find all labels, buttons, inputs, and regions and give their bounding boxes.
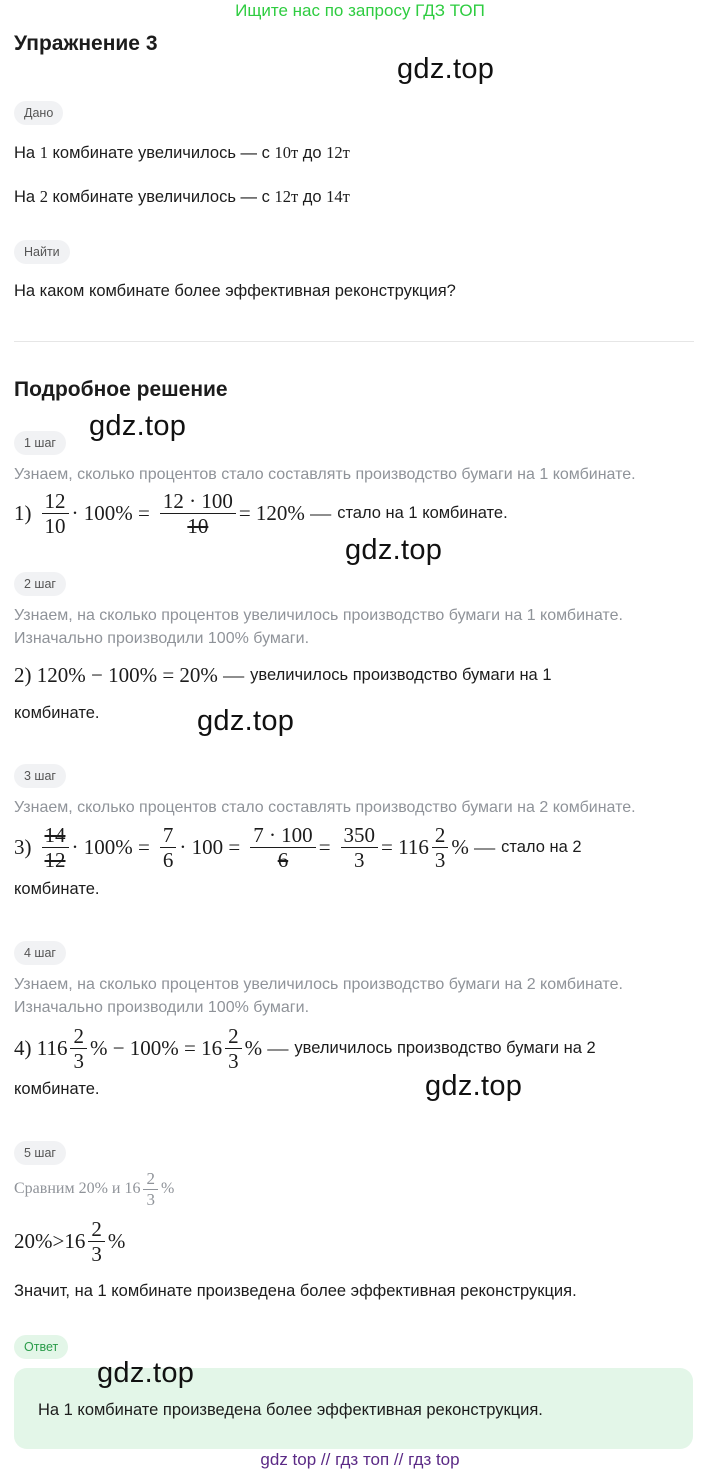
step-2-expression: 2) 120% − 100% = 20% — увеличилось производство бумаги на 1 — [14, 663, 552, 687]
step-1-note: Узнаем, сколько процентов стало составлять производство бумаги на 1 комбинате. — [14, 466, 636, 483]
step-4-continuation: комбинате. — [14, 1080, 100, 1098]
step-2-chip: 2 шаг — [14, 572, 66, 596]
search-banner: Ищите нас по запросу ГДЗ ТОП — [235, 1, 485, 20]
footer-links: gdz top // гдз топ // гдз top — [260, 1450, 460, 1469]
given-line-2: На 2 комбинате увеличилось — с 12т до 14т — [14, 187, 350, 206]
step-3-continuation: комбинате. — [14, 880, 100, 898]
step-2-note-2: Изначально производили 100% бумаги. — [14, 630, 310, 647]
step-3-note: Узнаем, сколько процентов стало составлять производство бумаги на 2 комбинате. — [14, 799, 636, 816]
step-4-note-1: Узнаем, на сколько процентов увеличилось производство бумаги на 2 комбинате. — [14, 976, 623, 993]
watermark: gdz.top — [89, 410, 187, 442]
find-question: На каком комбинате более эффективная реконструкция? — [14, 282, 456, 300]
step-2-note-1: Узнаем, на сколько процентов увеличилось производство бумаги на 1 комбинате. — [14, 607, 623, 624]
section-divider — [14, 341, 694, 342]
step-5-conclusion: Значит, на 1 комбинате произведена более эффективная реконструкция. — [14, 1282, 577, 1300]
step-5-comparison: 20%>16 $\frac{2}{3}$ % — [14, 1217, 126, 1267]
answer-text: На 1 комбинате произведена более эффективная реконструкция. — [38, 1401, 543, 1419]
given-chip: Дано — [14, 101, 63, 125]
watermark: gdz.top — [397, 53, 495, 85]
step-4-note-2: Изначально производили 100% бумаги. — [14, 999, 310, 1016]
step-5-chip: 5 шаг — [14, 1141, 66, 1165]
step-1-expression: 1) $\frac{12}{10}$ · 100% = $\frac{12 \cdot 100}{10}$ = 120% — стало на 1 комбинате. — [14, 489, 508, 539]
solution-title: Подробное решение — [14, 378, 228, 401]
find-chip: Найти — [14, 240, 70, 264]
watermark: gdz.top — [345, 534, 443, 566]
watermark: gdz.top — [197, 705, 295, 737]
step-3-expression: 3) $\frac{14}{12}$ · 100% = $\frac{7}{6}$ · 100 = $\frac{7 \cdot 100}{6}$ = $\frac{350}{3}$ = 116 $\frac{2}{3}$ % — стало на 2 — [14, 823, 582, 873]
given-line-1: На 1 комбинате увеличилось — с 10т до 12т — [14, 143, 350, 162]
step-2-continuation: комбинате. — [14, 704, 100, 722]
step-5-note: Сравним 20% и 16 $\frac{2}{3}$ % — [14, 1169, 175, 1209]
step-3-chip: 3 шаг — [14, 764, 66, 788]
answer-chip: Ответ — [14, 1335, 68, 1359]
step-1-chip: 1 шаг — [14, 431, 66, 455]
exercise-title: Упражнение 3 — [14, 32, 158, 55]
step-4-chip: 4 шаг — [14, 941, 66, 965]
watermark: gdz.top — [425, 1070, 523, 1102]
watermark: gdz.top — [97, 1357, 195, 1389]
step-4-expression: 4) 116 $\frac{2}{3}$ % − 100% = 16 $\frac{2}{3}$ % — увеличилось производство бумаги на 2 — [14, 1024, 596, 1074]
